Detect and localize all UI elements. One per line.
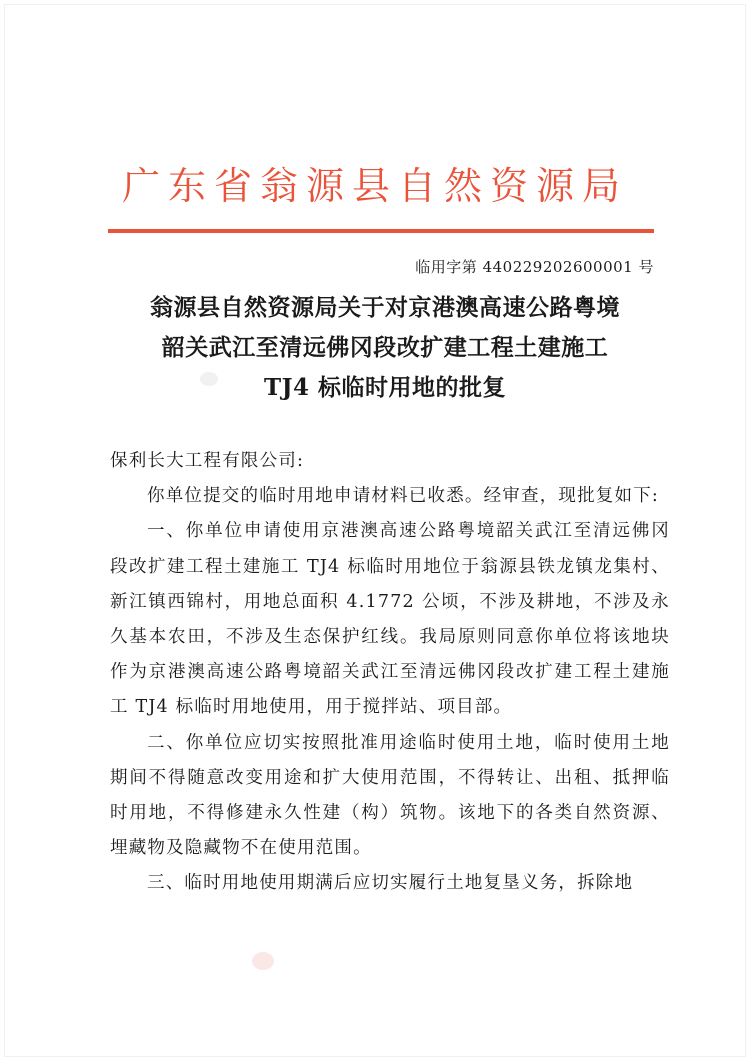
document-title	[95, 288, 675, 408]
issuing-authority-header: 广东省翁源县自然资源局	[121, 164, 628, 208]
paragraph-item-2: 二、你单位应切实按照批准用途临时使用土地，临时使用土地期间不得随意改变用途和扩大使用范围，不得转让、出租、抵押临时用地，不得修建永久性建（构）筑物。该地下的各类自然资源、埋藏物及隐藏物不在使用范围。	[110, 732, 670, 859]
document-number: 临用字第 440229202600001 号	[415, 258, 654, 276]
red-separator-line	[108, 229, 654, 233]
document-body	[110, 444, 670, 902]
scan-smudge	[200, 372, 218, 386]
title-line-1: 翁源县自然资源局关于对京港澳高速公路粤境	[150, 294, 620, 321]
title-line-2: 韶关武江至清远佛冈段改扩建工程土建施工	[161, 334, 609, 361]
paragraph-item-3: 三、临时用地使用期满后应切实履行土地复垦义务，拆除地	[147, 873, 634, 894]
paragraph-item-1: 一、你单位申请使用京港澳高速公路粤境韶关武江至清远佛冈段改扩建工程土建施工 TJ4 标临时用地位于翁源县铁龙镇龙集村、新江镇西锦村，用地总面积 4.1772 公顷，不涉及耕地，不涉及永久基本农田，不涉及生态保护红线。我局原则同意你单位将该地块作为京港澳高速公路粤境韶关武江至清远佛冈段改扩建工程土建施工 TJ4 标临时用地使用，用于搅拌站、项目部。	[110, 521, 670, 718]
paragraph-intro: 你单位提交的临时用地申请材料已收悉。经审查，现批复如下:	[147, 486, 659, 507]
title-line-3: TJ4 标临时用地的批复	[263, 374, 506, 401]
seal-smudge	[252, 952, 274, 970]
salutation: 保利长大工程有限公司:	[110, 451, 305, 471]
